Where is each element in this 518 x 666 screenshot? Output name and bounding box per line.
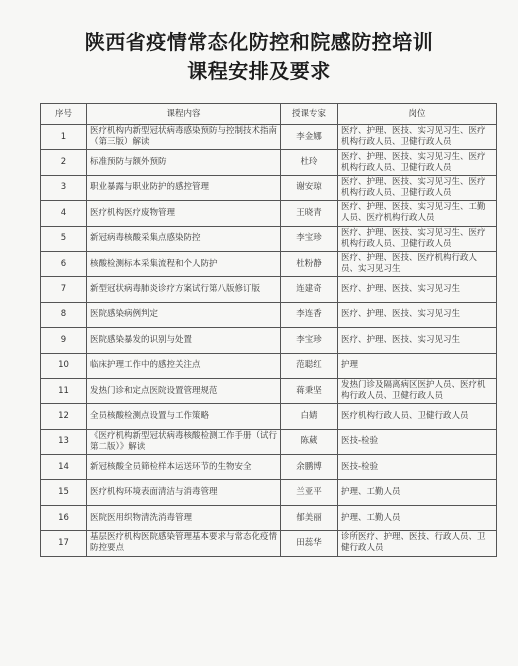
course-content: 医院感染病例判定 <box>87 302 281 327</box>
table-row <box>41 455 497 480</box>
expert-name: 杜玲 <box>281 150 338 175</box>
row-number: 16 <box>41 505 87 530</box>
expert-name: 连建奇 <box>281 277 338 302</box>
course-content: 职业暴露与职业防护的感控管理 <box>87 175 281 200</box>
post-roles: 医疗、护理、医技、医疗机构行政人员、实习见习生 <box>338 251 497 276</box>
expert-name: 李连香 <box>281 302 338 327</box>
table-header-row <box>41 104 497 125</box>
table-row <box>41 251 497 276</box>
row-number: 15 <box>41 480 87 505</box>
table-body <box>41 125 497 557</box>
document-title-line1: 陕西省疫情常态化防控和院感防控培训 <box>84 30 434 54</box>
table-row <box>41 175 497 200</box>
table-row <box>41 328 497 353</box>
row-number: 11 <box>41 378 87 403</box>
expert-name: 余鹏博 <box>281 455 338 480</box>
row-number: 7 <box>41 277 87 302</box>
expert-name: 李宝珍 <box>281 328 338 353</box>
post-roles: 医疗、护理、医技、实习见习生 <box>338 277 497 302</box>
post-roles: 医疗、护理、医技、实习见习生 <box>338 302 497 327</box>
table-row <box>41 353 497 378</box>
course-content: 标准预防与额外预防 <box>87 150 281 175</box>
row-number: 17 <box>41 531 87 556</box>
post-roles: 发热门诊及隔离病区医护人员、医疗机构行政人员、卫健行政人员 <box>338 378 497 403</box>
post-roles: 诊所医疗、护理、医技、行政人员、卫健行政人员 <box>338 531 497 556</box>
course-content: 《医疗机构新型冠状病毒核酸检测工作手册（试行第二版）》解读 <box>87 429 281 454</box>
post-roles: 护理、工勤人员 <box>338 480 497 505</box>
row-number: 5 <box>41 226 87 251</box>
course-content: 医疗机构内新型冠状病毒感染预防与控制技术指南（第三版）解读 <box>87 125 281 150</box>
course-content: 基层医疗机构医院感染管理基本要求与常态化疫情防控要点 <box>87 531 281 556</box>
course-content: 医疗机构环境表面清洁与消毒管理 <box>87 480 281 505</box>
expert-name: 李宝珍 <box>281 226 338 251</box>
course-content: 全员核酸检测点设置与工作策略 <box>87 404 281 429</box>
table-row <box>41 505 497 530</box>
row-number: 3 <box>41 175 87 200</box>
table-row <box>41 201 497 226</box>
post-roles: 医疗机构行政人员、卫健行政人员 <box>338 404 497 429</box>
table-row <box>41 531 497 556</box>
header-no: 序号 <box>41 104 87 125</box>
row-number: 1 <box>41 125 87 150</box>
course-content: 新冠核酸全员筛检样本运送环节的生物安全 <box>87 455 281 480</box>
post-roles: 医技-检验 <box>338 429 497 454</box>
table-row <box>41 277 497 302</box>
table-row <box>41 378 497 403</box>
table-row <box>41 302 497 327</box>
post-roles: 医疗、护理、医技、实习见习生 <box>338 328 497 353</box>
course-content: 发热门诊和定点医院设置管理规范 <box>87 378 281 403</box>
post-roles: 医疗、护理、医技、实习见习生、医疗机构行政人员、卫健行政人员 <box>338 226 497 251</box>
expert-name: 王晓青 <box>281 201 338 226</box>
post-roles: 医技-检验 <box>338 455 497 480</box>
row-number: 9 <box>41 328 87 353</box>
expert-name: 蒋秉坚 <box>281 378 338 403</box>
expert-name: 范聪红 <box>281 353 338 378</box>
table-row <box>41 150 497 175</box>
expert-name: 陈葳 <box>281 429 338 454</box>
header-post: 岗位 <box>338 104 497 125</box>
expert-name: 兰亚平 <box>281 480 338 505</box>
document-title-line2: 课程安排及要求 <box>187 59 331 83</box>
row-number: 14 <box>41 455 87 480</box>
table-row <box>41 404 497 429</box>
post-roles: 医疗、护理、医技、实习见习生、医疗机构行政人员、卫健行政人员 <box>338 125 497 150</box>
header-course: 课程内容 <box>87 104 281 125</box>
course-table <box>40 103 497 557</box>
post-roles: 医疗、护理、医技、实习见习生、工勤人员、医疗机构行政人员 <box>338 201 497 226</box>
post-roles: 医疗、护理、医技、实习见习生、医疗机构行政人员、卫健行政人员 <box>338 150 497 175</box>
expert-name: 田蕊华 <box>281 531 338 556</box>
table-row <box>41 226 497 251</box>
expert-name: 白婧 <box>281 404 338 429</box>
course-content: 医院医用织物清洗消毒管理 <box>87 505 281 530</box>
course-content: 临床护理工作中的感控关注点 <box>87 353 281 378</box>
course-content: 新型冠状病毒肺炎诊疗方案试行第八版修订版 <box>87 277 281 302</box>
post-roles: 医疗、护理、医技、实习见习生、医疗机构行政人员、卫健行政人员 <box>338 175 497 200</box>
post-roles: 护理 <box>338 353 497 378</box>
row-number: 8 <box>41 302 87 327</box>
row-number: 13 <box>41 429 87 454</box>
course-content: 核酸检测标本采集流程和个人防护 <box>87 251 281 276</box>
header-expert: 授课专家 <box>281 104 338 125</box>
expert-name: 杜粉静 <box>281 251 338 276</box>
table-row <box>41 480 497 505</box>
row-number: 6 <box>41 251 87 276</box>
expert-name: 李金娜 <box>281 125 338 150</box>
course-content: 医疗机构医疗废物管理 <box>87 201 281 226</box>
course-content: 新冠病毒核酸采集点感染防控 <box>87 226 281 251</box>
expert-name: 郁美丽 <box>281 505 338 530</box>
table-row <box>41 429 497 454</box>
post-roles: 护理、工勤人员 <box>338 505 497 530</box>
row-number: 12 <box>41 404 87 429</box>
row-number: 10 <box>41 353 87 378</box>
row-number: 4 <box>41 201 87 226</box>
row-number: 2 <box>41 150 87 175</box>
table-row <box>41 125 497 150</box>
expert-name: 谢安琼 <box>281 175 338 200</box>
course-content: 医院感染暴发的识别与处置 <box>87 328 281 353</box>
